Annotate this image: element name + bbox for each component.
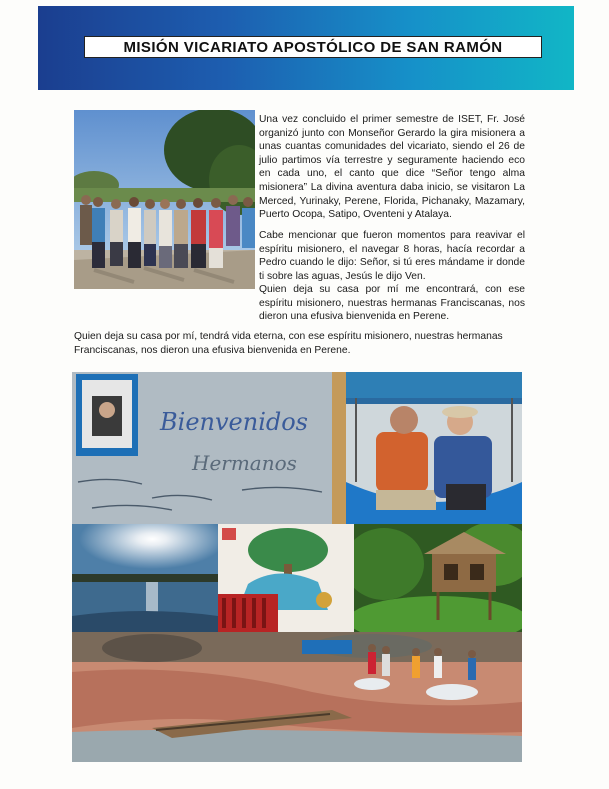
mural-photo	[218, 524, 354, 632]
river-sunset-photo	[72, 524, 218, 632]
page-title: MISIÓN VICARIATO APOSTÓLICO DE SAN RAMÓN	[84, 36, 542, 58]
riverbank-canoe-photo	[72, 632, 522, 762]
intro-paragraph: Una vez concluido el primer semestre de ISET, Fr. José organizó junto con Monseñor Gerardo la gira misionera a unas cuantas comunidades del vicariato, siendo el 26 de julio partimos vía terrestre y seguramente haciendo eco en cada uno, el canto que dice “Señor tengo alma misionera” La divina aventura daba inicio, se visitaron La Merced, Yurinaky, Perene, Florida, Pichanaky, Mazamary, Puerto Ocopa, Satipo, Oventeni y Atalaya.	[259, 114, 525, 221]
welcome-sign-line-2: Hermanos	[192, 451, 297, 475]
welcome-sign-line-1: Bienvenidos	[160, 408, 308, 436]
welcome-sign-photo	[72, 372, 346, 524]
group-photo	[74, 110, 255, 289]
welcome-paragraph: Quien deja su casa por mí me encontrará, con ese espíritu misionero, nuestras hermanas Franciscanas, nos dieron una efusiva bienvenida en Perene.	[259, 284, 525, 323]
reflection-paragraph: Cabe mencionar que fueron momentos para reavivar el espíritu misionero, el navegar 8 horas, hacía recordar a Pedro cuando le dijo: Señor, si tú eres mándame ir donde ti sobre las aguas, Jesús le dijo Ven.	[259, 230, 525, 282]
boat-photo	[346, 372, 522, 524]
closing-paragraph: Quien deja su casa por mí, tendrá vida eterna, con ese espíritu misionero, nuestras hermanas Franciscanas, nos dieron una efusiva bienvenida en Perene.	[74, 331, 503, 356]
jungle-hut-photo	[354, 524, 522, 632]
